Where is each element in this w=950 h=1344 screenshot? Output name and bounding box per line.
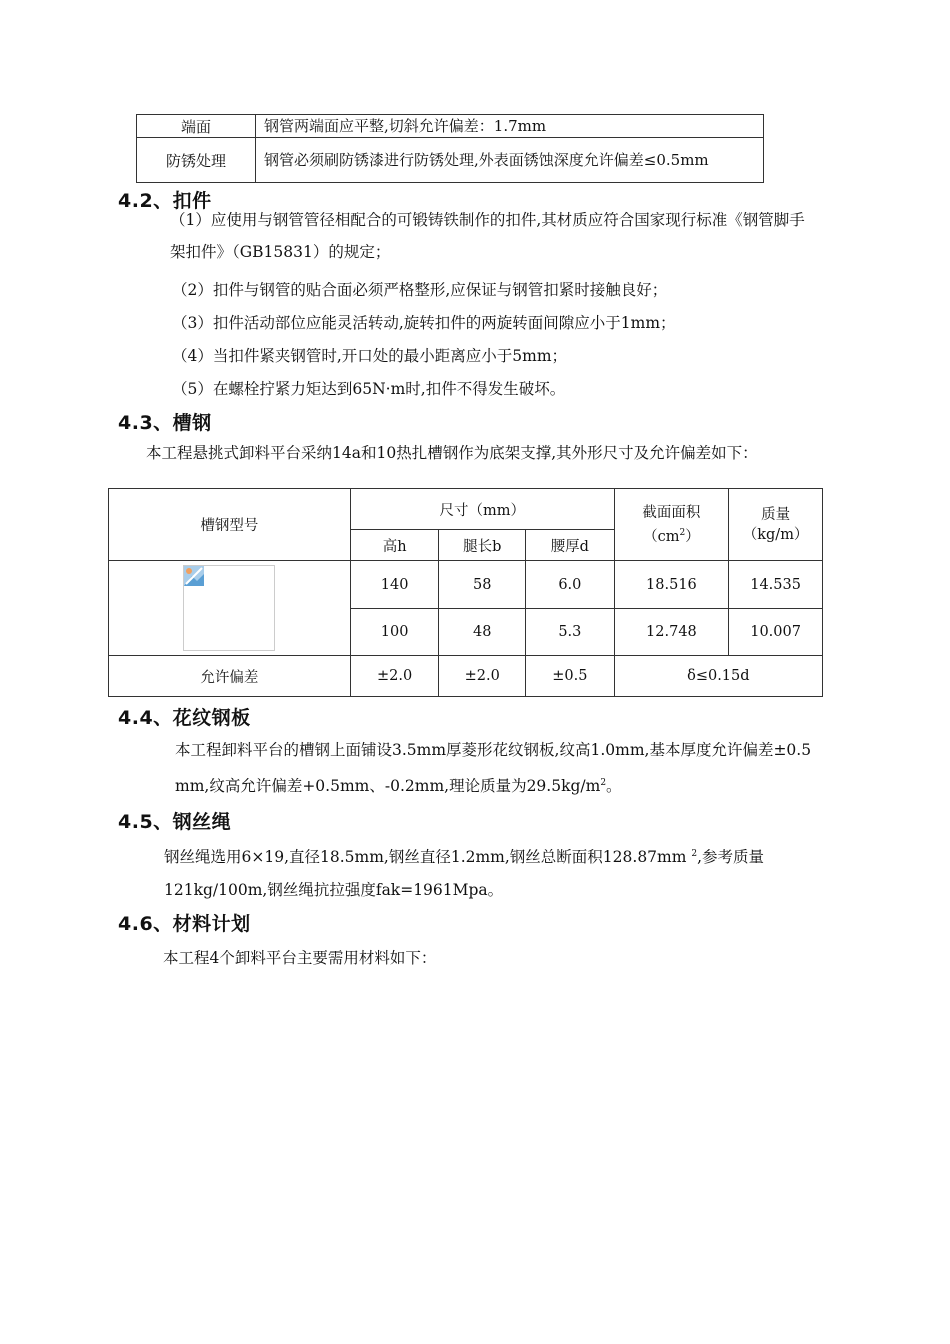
- clause-1-text: （1）应使用与钢管管径相配合的可锻铸铁制作的扣件,其材质应符合国家现行标准《钢管脚手架扣件》（GB15831）的规定；: [170, 211, 805, 261]
- cell-area: 18.516: [614, 561, 729, 609]
- cell-height: 100: [350, 609, 439, 656]
- wire-rope-text-sup: 2: [691, 849, 698, 859]
- header-area: [614, 489, 729, 561]
- checker-plate-text-main: 本工程卸料平台的槽钢上面铺设3.5mm厚菱形花纹钢板,纹高1.0mm,基本厚度允许偏差±0.5 mm,纹高允许偏差+0.5mm、-0.2mm,理论质量为29.5kg/m: [175, 741, 812, 796]
- cell-leg: 58: [439, 561, 526, 609]
- broken-image-icon: [184, 566, 204, 586]
- table-cell-key: 端面: [137, 115, 256, 138]
- section-heading-4-5: 4.5、钢丝绳: [118, 811, 232, 833]
- wire-rope-paragraph: [118, 838, 818, 907]
- table-row: [109, 561, 823, 609]
- channel-steel-intro: [118, 442, 823, 464]
- wire-rope-text-end: ,参考质量121kg/100m,钢丝绳抗拉强度fak=1961Mpa。: [164, 848, 765, 900]
- header-mass: [729, 489, 823, 561]
- clause-4-text: （4）当扣件紧夹钢管时,开口处的最小距离应小于5mm；: [172, 347, 568, 365]
- wire-rope-text: [118, 838, 818, 907]
- tolerance-leg: ±2.0: [439, 656, 526, 697]
- header-web: 腰厚d: [526, 530, 615, 561]
- header-height: 高h: [350, 530, 439, 561]
- checker-plate-text-end: 。: [606, 777, 622, 796]
- table-cell-value: 钢管两端面应平整,切斜允许偏差：1.7mm: [256, 115, 764, 138]
- header-mass-unit: （kg/m）: [742, 526, 809, 543]
- tolerance-other: δ≤0.15d: [614, 656, 822, 697]
- area-unit-pre: （cm: [643, 528, 680, 545]
- checker-plate-text: [118, 734, 818, 803]
- section-heading-4-3: 4.3、槽钢: [118, 412, 212, 434]
- tolerance-row: [109, 656, 823, 697]
- header-area-unit: [615, 523, 729, 547]
- section-heading-4-4: 4.4、花纹钢板: [118, 707, 251, 729]
- header-mass-label: 质量: [761, 506, 791, 523]
- header-size: 尺寸（mm）: [350, 489, 614, 530]
- header-area-label: 截面面积: [642, 504, 701, 521]
- section-heading-4-2: 4.2、扣件: [118, 190, 212, 212]
- broken-image-placeholder: [183, 565, 275, 651]
- checker-plate-paragraph: [118, 734, 818, 803]
- section-heading-4-6: 4.6、材料计划: [118, 913, 251, 935]
- table-header-row: [109, 489, 823, 530]
- clause-3-text: （3）扣件活动部位应能灵活转动,旋转扣件的两旋转面间隙应小于1mm；: [172, 314, 676, 332]
- clause-5-text: （5）在螺栓拧紧力矩达到65N·m时,扣件不得发生破坏。: [172, 380, 566, 398]
- cell-web: 5.3: [526, 609, 615, 656]
- cell-web: 6.0: [526, 561, 615, 609]
- intro-text: 本工程悬挑式卸料平台采纳14a和10热扎槽钢作为底架支撑,其外形尺寸及允许偏差如下：: [146, 444, 758, 462]
- tolerance-height: ±2.0: [350, 656, 439, 697]
- table-cell-value: 钢管必须刷防锈漆进行防锈处理,外表面锈蚀深度允许偏差≤0.5mm: [256, 138, 764, 183]
- tolerance-web: ±0.5: [526, 656, 615, 697]
- cell-area: 12.748: [614, 609, 729, 656]
- header-model: 槽钢型号: [109, 489, 351, 561]
- cell-leg: 48: [439, 609, 526, 656]
- header-leg: 腿长b: [439, 530, 526, 561]
- channel-steel-table: [108, 488, 823, 697]
- area-unit-sup: 2: [679, 527, 686, 538]
- table-row: [137, 115, 764, 138]
- tolerance-label: 允许偏差: [109, 656, 351, 697]
- wire-rope-text-main: 钢丝绳选用6×19,直径18.5mm,钢丝直径1.2mm,钢丝总断面积128.87mm: [164, 848, 692, 867]
- table-cell-key: 防锈处理: [137, 138, 256, 183]
- material-plan-text: 本工程4个卸料平台主要需用材料如下：: [163, 949, 437, 967]
- clause-2-text: （2）扣件与钢管的贴合面必须严格整形,应保证与钢管扣紧时接触良好；: [172, 281, 668, 299]
- area-unit-post: ）: [685, 528, 700, 545]
- checker-plate-text-sup: 2: [600, 778, 607, 788]
- cell-mass: 14.535: [729, 561, 823, 609]
- cell-height: 140: [350, 561, 439, 609]
- steel-pipe-requirements-table: [136, 114, 764, 183]
- channel-profile-image-cell: [109, 561, 351, 656]
- clause-paragraph: [118, 204, 818, 268]
- table-row: [137, 138, 764, 183]
- cell-mass: 10.007: [729, 609, 823, 656]
